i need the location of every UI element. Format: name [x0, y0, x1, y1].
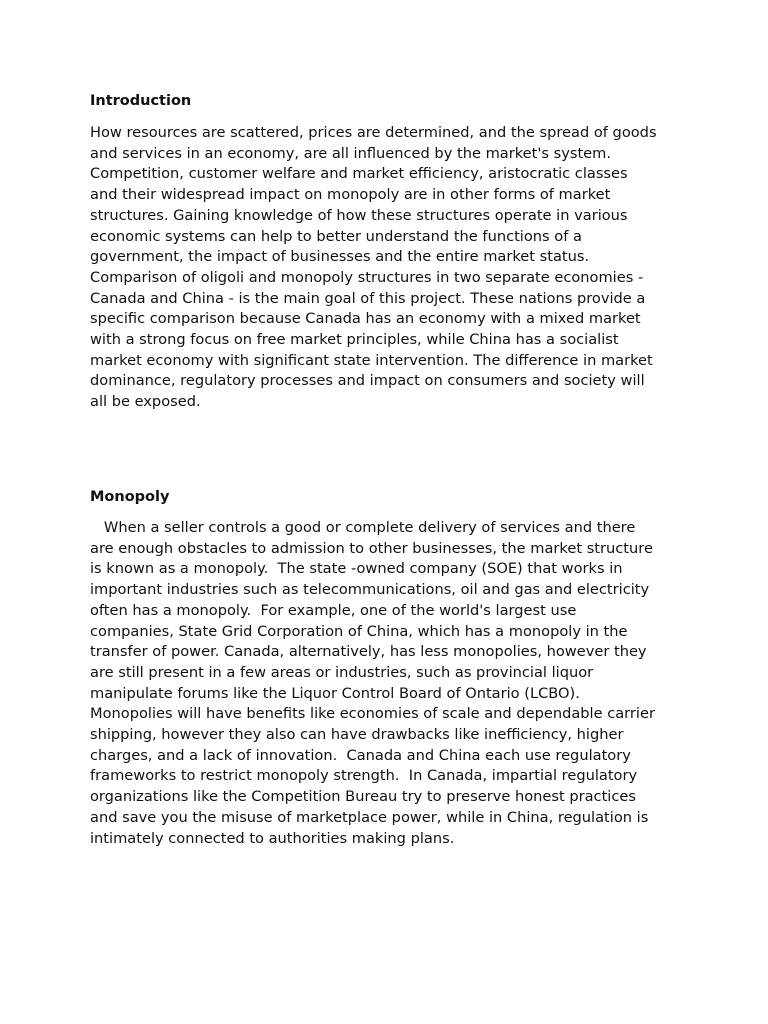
text-line: charges, and a lack of innovation. Canada and China each use regulatory [90, 746, 631, 764]
text-line: frameworks to restrict monopoly strength. In Canada, impartial regulatory [90, 767, 638, 785]
text-line: are still present in a few areas or industries, such as provincial liquor [90, 663, 594, 681]
text-line: structures. Gaining knowledge of how these structures operate in various [90, 206, 628, 224]
text-line: dominance, regulatory processes and impact on consumers and society will [90, 372, 645, 390]
text-line: and services in an economy, are all influenced by the market's system. [90, 144, 612, 162]
text-line: with a strong focus on free market principles, while China has a socialist [90, 331, 619, 349]
text-line: and save you the misuse of marketplace power, while in China, regulation is [90, 808, 649, 826]
text-line: often has a monopoly. For example, one of the world's largest use [90, 601, 577, 619]
text-line: is known as a monopoly. The state -owned company (SOE) that works in [90, 560, 623, 578]
text-line: and their widespread impact on monopoly are in other forms of market [90, 186, 611, 204]
text-line: companies, State Grid Corporation of China, which has a monopoly in the [90, 622, 628, 640]
text-line: all be exposed. [90, 393, 201, 411]
text-line: Competition, customer welfare and market efficiency, aristocratic classes [90, 165, 628, 183]
text-line: market economy with significant state intervention. The difference in market [90, 351, 653, 369]
text-line: specific comparison because Canada has an economy with a mixed market [90, 310, 641, 328]
text-line: manipulate forums like the Liquor Control Board of Ontario (LCBO). [90, 684, 580, 702]
text-line: are enough obstacles to admission to other businesses, the market structure [90, 539, 653, 557]
text-line: When a seller controls a good or complete delivery of services and there [90, 519, 636, 536]
monopoly-paragraph [90, 518, 690, 849]
text-line: transfer of power. Canada, alternatively, has less monopolies, however they [90, 643, 647, 661]
text-line: intimately connected to authorities making plans. [90, 829, 455, 847]
introduction-paragraph [90, 123, 690, 413]
text-line: Comparison of oligoli and monopoly structures in two separate economies - [90, 268, 644, 286]
text-line: organizations like the Competition Bureau try to preserve honest practices [90, 788, 636, 806]
introduction-heading: Introduction [90, 93, 192, 109]
monopoly-heading: Monopoly [90, 489, 170, 505]
text-line: Canada and China - is the main goal of this project. These nations provide a [90, 289, 646, 307]
text-line: economic systems can help to better understand the functions of a [90, 227, 582, 245]
text-line: shipping, however they also can have drawbacks like inefficiency, higher [90, 726, 624, 744]
text-line: government, the impact of businesses and the entire market status. [90, 248, 590, 266]
text-line: How resources are scattered, prices are determined, and the spread of goods [90, 124, 657, 141]
text-line: Monopolies will have benefits like economies of scale and dependable carrier [90, 705, 655, 723]
text-line: important industries such as telecommunications, oil and gas and electricity [90, 581, 650, 599]
